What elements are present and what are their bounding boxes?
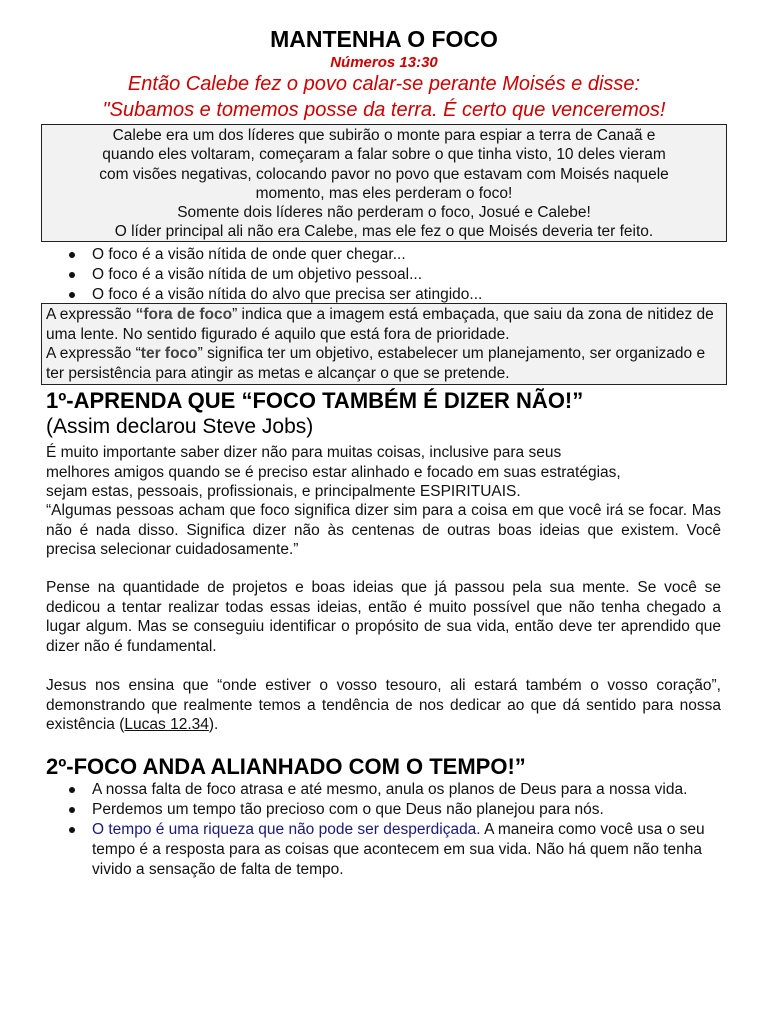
intro-line: Somente dois líderes não perderam o foco, Josué e Calebe! [177,204,591,222]
intro-line: com visões negativas, colocando pavor no povo que estavam com Moisés naquele [99,165,669,183]
bible-reference: Números 13:30 [330,54,438,71]
list-item: O foco é a visão nítida de onde quer chegar... [46,245,726,265]
definition-term: ter foco [140,345,198,362]
list-item [46,820,726,880]
intro-line: momento, mas eles perderam o foco! [255,184,513,202]
intro-box [41,124,727,242]
definition-term: “fora de foco [135,306,233,323]
quote-paragraph: “Algumas pessoas acham que foco significa dizer sim para a coisa em que você irá se focar. Mas não é nada disso. Significa dizer não às centenas de outras boas ideias que existem. Você precisa selecionar cuidadosamente.” [46,502,721,558]
scripture-link[interactable]: Lucas 12.34 [124,716,209,733]
page-title: MANTENHA O FOCO [270,26,498,52]
list-item: Perdemos um tempo tão precioso com o que Deus não planejou para nós. [46,800,726,820]
intro-line: quando eles voltaram, começaram a falar sobre o que tinha visto, 10 deles vieram [102,146,666,164]
paragraph-line: melhores amigos quando se é preciso estar alinhado e focado em suas estratégias, [46,463,621,481]
definition-paragraph [46,344,720,383]
intro-line: Calebe era um dos líderes que subirão o monte para espiar a terra de Canaã e [112,127,656,144]
highlighted-text: O tempo é uma riqueza que não pode ser desperdiçada. [92,821,481,838]
definition-text: ” significa ter um objetivo, estabelecer um planejamento, ser organizado e ter persistência para atingir as metas e alcançar o que se pretende. [46,345,706,382]
section-heading: 2º-FOCO ANDA ALIANHADO COM O TEMPO!” [46,754,526,779]
paragraph-line: É muito importante saber dizer não para muitas coisas, inclusive para seus [46,444,562,461]
list-item: O foco é a visão nítida do alvo que precisa ser atingido... [46,285,726,305]
paragraph: Pense na quantidade de projetos e boas ideias que já passou pela sua mente. Se você se dedicou a tentar realizar todas essas ideias, então é muito possível que não tenha chegado a lugar algum. Mas se conseguiu identificar o propósito de sua vida, então deve ter aprendido que dizer não é fundamental. [46,579,721,655]
time-bullet-list [46,780,726,880]
section-heading: 1º-APRENDA QUE “FOCO TAMBÉM É DIZER NÃO!” [46,388,584,413]
paragraph-text: ). [208,716,219,733]
focus-bullet-list [46,245,726,305]
definition-text: A expressão “ [46,345,141,362]
paragraph [46,676,721,735]
intro-line: O líder principal ali não era Calebe, mas ele fez o que Moisés deveria ter feito. [114,223,654,241]
verse-line: "Subamos e tomemos posse da terra. É certo que venceremos! [102,99,666,121]
paragraph-text: Jesus nos ensina que “onde estiver o vosso tesouro, ali estará também o vosso coração”, demonstrando que realmente temos a tendência de nos dedicar ao que dá sentido para nossa existência ( [46,677,721,733]
list-item: A nossa falta de foco atrasa e até mesmo, anula os planos de Deus para a nossa vida. [46,780,726,800]
paragraph-line: sejam estas, pessoais, profissionais, e principalmente ESPIRITUAIS. [46,483,521,500]
list-item: O foco é a visão nítida de um objetivo pessoal... [46,265,726,285]
paragraph [46,443,721,502]
definition-text: ” indica que a imagem está embaçada, que saiu da zona de nitidez de uma lente. No sentido figurado é aquilo que está fora de prioridade. [46,306,714,343]
definition-box [41,303,727,385]
section-subheading: (Assim declarou Steve Jobs) [46,415,314,438]
bible-verse [0,71,768,123]
definition-paragraph [46,305,720,344]
definition-text: A expressão [46,306,136,323]
list-item-text: A maneira como você usa o seu tempo é a resposta para as coisas que acontecem em sua vida. Não há quem não tenha vivido a sensação de falta de tempo. [92,821,705,878]
verse-line: Então Calebe fez o povo calar-se perante Moisés e disse: [127,73,641,95]
